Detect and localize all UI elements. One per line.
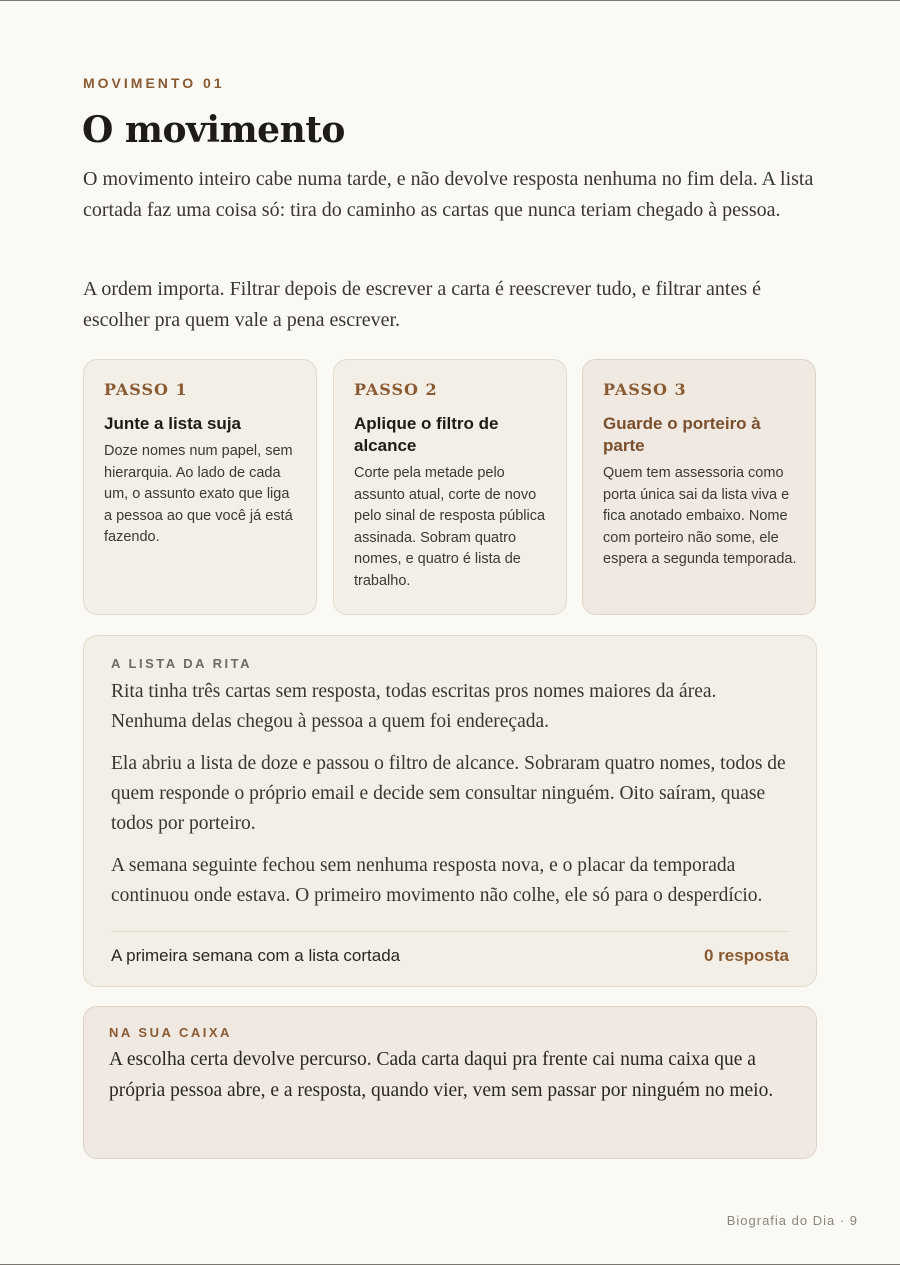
step-card-2	[333, 359, 567, 615]
case-study-card	[83, 635, 817, 987]
intro-paragraph-2: A ordem importa. Filtrar depois de escrever a carta é reescrever tudo, e filtrar antes é escolher pra quem vale a pena escrever.	[83, 278, 762, 331]
step-card-1	[83, 359, 317, 615]
result-label: A primeira semana com a lista cortada	[111, 946, 401, 965]
step-text: Corte pela metade pelo assunto atual, corte de novo pelo sinal de resposta pública assinada. Sobram quatro nomes, e quatro é lista de trabalho.	[354, 465, 546, 589]
step-text: Quem tem assessoria como porta única sai da lista viva e fica anotado embaixo. Nome com porteiro não some, ele espera a segunda temporada.	[603, 465, 797, 567]
case-study-result-row	[111, 931, 789, 966]
page-title: O movimento	[82, 109, 345, 151]
step-title: Junte a lista suja	[104, 414, 241, 433]
case-study-label: A LISTA DA RITA	[111, 656, 253, 671]
case-study-paragraph-3: A semana seguinte fechou sem nenhuma resposta nova, e o placar da temporada continuou onde estava. O primeiro movimento não colhe, ele só para o desperdício.	[111, 855, 763, 906]
section-eyebrow: MOVIMENTO 01	[83, 75, 225, 91]
callout-text: A escolha certa devolve percurso. Cada carta daqui pra frente cai numa caixa que a própria pessoa abre, e a resposta, quando vier, vem sem passar por ninguém no meio.	[109, 1049, 774, 1101]
page-footer: Biografia do Dia · 9	[726, 1213, 858, 1228]
callout-label: NA SUA CAIXA	[109, 1025, 232, 1040]
step-title: Guarde o porteiro à parte	[603, 414, 761, 455]
result-value: 0 resposta	[703, 946, 789, 965]
step-text: Doze nomes num papel, sem hierarquia. Ao lado de cada um, o assunto exato que liga a pessoa ao que você já está fazendo.	[104, 443, 293, 545]
case-study-paragraph-2: Ela abriu a lista de doze e passou o filtro de alcance. Sobraram quatro nomes, todos de quem responde o próprio email e decide sem consultar ninguém. Oito saíram, quase todos por porteiro.	[111, 753, 786, 834]
step-number: PASSO 3	[603, 380, 687, 399]
case-study-paragraph-1: Rita tinha três cartas sem resposta, todas escritas pros nomes maiores da área. Nenhuma delas chegou à pessoa a quem foi endereçada.	[111, 681, 717, 732]
step-number: PASSO 2	[354, 380, 438, 399]
step-title: Aplique o filtro de alcance	[354, 414, 499, 455]
callout-card	[83, 1006, 817, 1159]
step-card-3	[582, 359, 816, 615]
step-number: PASSO 1	[104, 380, 188, 399]
intro-paragraph-1: O movimento inteiro cabe numa tarde, e não devolve resposta nenhuma no fim dela. A lista cortada faz uma coisa só: tira do caminho as cartas que nunca teriam chegado à pessoa.	[83, 168, 814, 221]
